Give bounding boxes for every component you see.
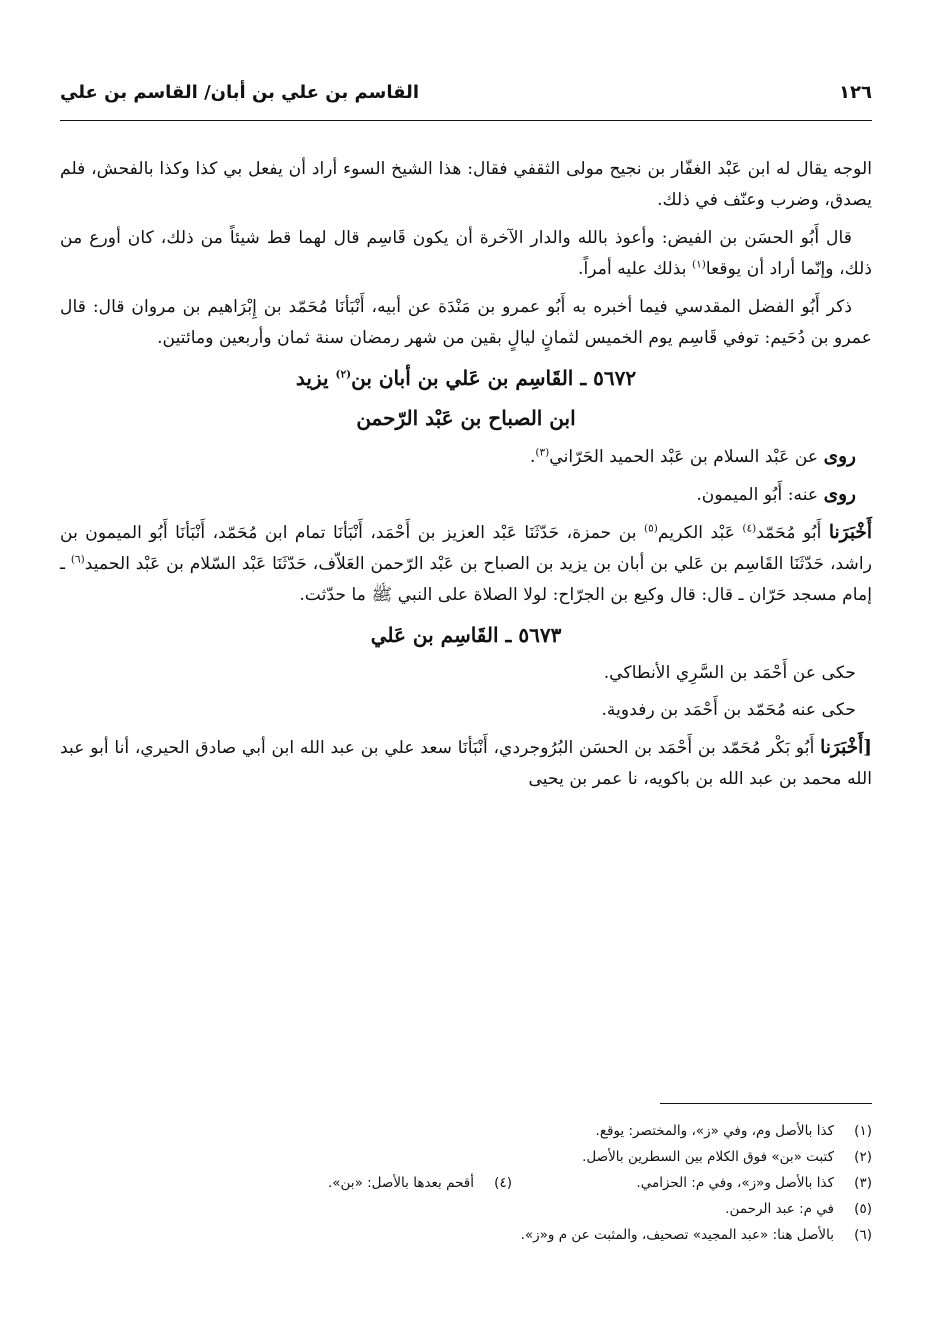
isnad-part-2: عَبْد الكريم	[657, 523, 743, 543]
footnote-4	[152, 1170, 512, 1196]
entry-5673-line-1: حكى عن أَحْمَد بن السَّرِي الأنطاكي.	[603, 663, 856, 683]
footnote-ref-2[interactable]: (٢)	[335, 368, 352, 381]
footnote-5	[60, 1196, 872, 1222]
entry-5673-isnad	[60, 732, 872, 795]
entry-5673-title: ٥٦٧٣ ـ القَاسِم بن عَلي	[370, 623, 562, 647]
entry-5672-heading	[60, 361, 872, 435]
isnad-text-5673: أَبُو بَكْر مُحَمّد بن أَحْمَد بن الحسَن البُرُوجردي، أَنْبَأنَا سعد علي بن عبد الله ابن أبي صادق الحيري، أنا أبو عبد الله محمد بن عبد الله بن باكويه، نا عمر بن يحيى	[60, 738, 872, 789]
isnad-part-4: ـ إمام مسجد حَرّان ـ قال: قال وكيع بن الجرّاح: لولا الصلاة على النبي ﷺ ما حدّثت.	[60, 554, 872, 605]
footnote-number: (٢)	[854, 1149, 872, 1165]
footnote-number: (٤)	[494, 1175, 512, 1191]
paragraph-2-end: بذلك عليه أمراً.	[578, 259, 693, 279]
footnote-text: كتبت «بن» فوق الكلام بين السطرين بالأصل.	[582, 1149, 834, 1165]
footnotes	[60, 1118, 872, 1248]
isnad-part-3: بن حمزة، حَدّثَنَا عَبْد العزيز بن أَحْمَد، أَنْبَأنَا تمام ابن مُحَمّد، أَنْبَأنَا أَبُو الميمون بن راشد، حَدّثَنَا القَاسِم بن عَلي بن أبان بن يزيد بن الصباح بن عَبْد الرّحمن العَلاّف، حَدّثَنَا عَبْد السّلام بن عَبْد الحميد	[60, 523, 872, 574]
footnote-rule	[660, 1103, 872, 1104]
rawa-end: .	[529, 447, 536, 467]
rawa-label: روى	[823, 446, 856, 467]
entry-5672-subtitle: ابن الصباح بن عَبْد الرّحمن	[356, 406, 576, 430]
footnote-ref-4[interactable]: (٤)	[742, 522, 757, 535]
footnote-number: (٥)	[854, 1201, 872, 1217]
paragraph-1: الوجه يقال له ابن عَبْد الغفّار بن نجيح مولى الثقفي فقال: هذا الشيخ السوء أراد أن يفعل بي كذا وكذا بالفحش، فلم يصدق، وضرب وعنّف في ذلك.	[60, 159, 872, 210]
paragraph-2	[60, 223, 872, 285]
paragraph-2-text: قال أَبُو الحسَن بن الفيض: وأعوذ بالله والدار الآخرة أن يكون قَاسِم قال لهما قط شيئاً من ذلك، كان أورع من ذلك، وإنّما أراد أن يوقعا	[60, 228, 872, 279]
footnote-ref-3[interactable]: (٣)	[535, 446, 550, 459]
footnote-6	[60, 1222, 872, 1248]
book-page	[60, 70, 872, 1300]
isnad-part-1: أَبُو مُحَمّد	[756, 523, 829, 543]
footnote-text: في م: عبد الرحمن.	[725, 1201, 834, 1217]
footnote-row-3-4	[60, 1170, 872, 1196]
running-header	[60, 70, 872, 114]
isnad-lead: أَخْبَرَنا	[828, 522, 872, 543]
footnote-ref-1[interactable]: (١)	[692, 258, 706, 271]
entry-5672-rawa-anhu	[60, 479, 872, 511]
entry-5672-title-end: يزيد	[295, 366, 336, 390]
footnote-text: بالأصل هنا: «عبد المجيد» تصحيف، والمثبت عن م و«ز».	[520, 1227, 834, 1243]
entry-5672-title: ٥٦٧٢ ـ القَاسِم بن عَلي بن أبان بن	[351, 366, 637, 390]
rawa-text: عن عَبْد السلام بن عَبْد الحميد الحَرّاني	[549, 447, 824, 467]
entry-5672-rawa	[60, 441, 872, 473]
paragraph-3: ذكر أَبُو الفضل المقدسي فيما أخبره به أَبُو عمرو بن مَنْدَة عن أبيه، أَنْبَأنَا مُحَمّد بن إِبْرَاهيم بن مروان قال: قال عمرو بن دُحَيم: توفي قَاسِم يوم الخميس لثمانٍ ليالٍ بقين من شهر رمضان سنة ثمان وأربعين ومائتين.	[60, 297, 872, 348]
isnad-lead-5673: [أَخْبَرَنا	[820, 737, 872, 758]
footnote-number: (١)	[854, 1123, 872, 1139]
running-title: القاسم بن علي بن أبان/ القاسم بن علي	[60, 81, 419, 103]
footnote-number: (٦)	[854, 1227, 872, 1243]
main-text	[60, 154, 872, 802]
footnote-text: كذا بالأصل وم، وفي «ز»، والمختصر: يوقع.	[595, 1123, 834, 1139]
footnote-2	[60, 1144, 872, 1170]
footnote-text: أقحم بعدها بالأصل: «بن».	[327, 1175, 474, 1191]
entry-5673-heading	[60, 618, 872, 652]
entry-5673-line-2: حكى عنه مُحَمّد بن أَحْمَد بن رفدوية.	[601, 700, 856, 720]
footnote-1	[60, 1118, 872, 1144]
entry-5672-isnad	[60, 517, 872, 611]
footnote-ref-5[interactable]: (٥)	[644, 522, 658, 535]
footnote-3	[512, 1170, 872, 1196]
rawa2-text: عنه: أَبُو الميمون.	[696, 485, 824, 505]
page-number: ١٢٦	[839, 81, 872, 103]
header-rule	[60, 120, 872, 121]
footnote-number: (٣)	[854, 1175, 872, 1191]
footnote-ref-6[interactable]: (٦)	[70, 553, 85, 566]
footnote-text: كذا بالأصل و«ز»، وفي م: الحزامي.	[636, 1175, 834, 1191]
rawa2-label: روى	[823, 484, 856, 505]
